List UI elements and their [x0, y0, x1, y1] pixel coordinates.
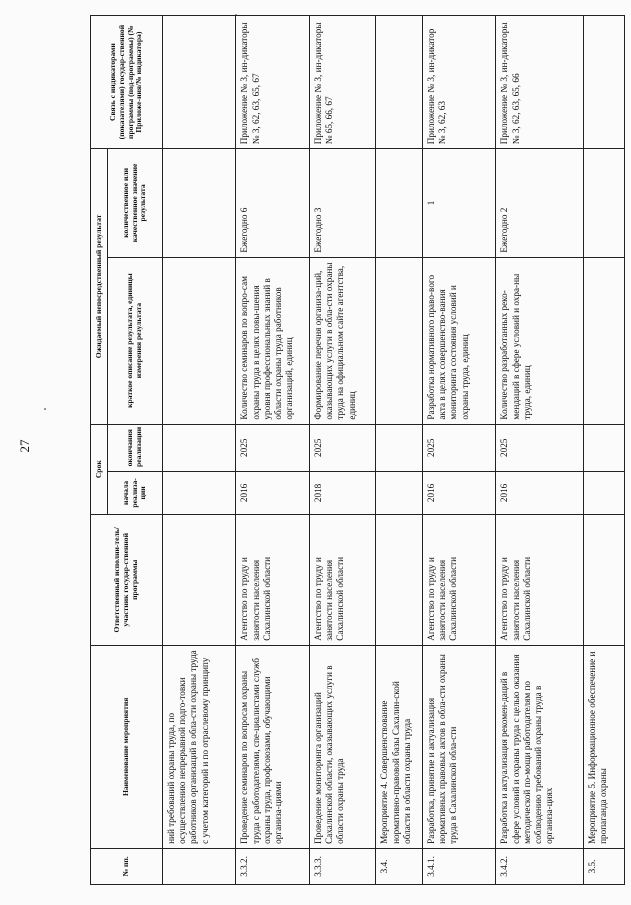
cell-start: 2016 [423, 471, 496, 514]
cell-end [583, 424, 624, 471]
table-header [91, 16, 163, 885]
cell-responsible: Агентство по труду и занятости населения Сахалинской области [423, 514, 496, 645]
cell-quant: Ежегодно 6 [236, 149, 309, 257]
cell-name: Проведение семинаров по вопросам охраны труда с работодателями, спе-циалистами служб охраны труда, профсоюзами, обучающими организа-циями [236, 645, 309, 848]
cell-start [163, 471, 236, 514]
cell-name: ний требований охраны труда, по осуществлению непрерывной подго-товки работников организаций в обла-сти охраны труда с учетом категорий и по отраслевому принципу [163, 645, 236, 848]
cell-num: 3.3.2. [236, 848, 309, 884]
table-row [423, 16, 496, 885]
cell-start: 2016 [496, 471, 583, 514]
cell-end [376, 424, 423, 471]
header-end: окончания реализации [108, 424, 163, 471]
table-row [236, 16, 309, 885]
cell-link: Приложение № 3, ин-дикаторы № 3, 62, 63, 65, 67 [236, 16, 309, 149]
cell-quant: Ежегодно 2 [496, 149, 583, 257]
cell-num [163, 848, 236, 884]
cell-desc [163, 257, 236, 424]
cell-desc: Разработка нормативного право-вого акта в целях совершенство-вания мониторинга состояния условий и охраны труда, единиц [423, 257, 496, 424]
cell-end: 2025 [236, 424, 309, 471]
cell-end: 2025 [496, 424, 583, 471]
cell-start: 2018 [309, 471, 376, 514]
header-start: начала реализа-ции [108, 471, 163, 514]
cell-responsible [583, 514, 624, 645]
cell-responsible: Агентство по труду и занятости населения Сахалинской области [496, 514, 583, 645]
cell-num: 3.5. [583, 848, 624, 884]
cell-responsible: Агентство по труду и занятости населения Сахалинской области [236, 514, 309, 645]
table-row [309, 16, 376, 885]
table-row [583, 16, 624, 885]
header-responsible: Ответственный исполни-тель/участник государ-ственной программы [91, 514, 163, 645]
rotated-table-frame [90, 15, 625, 885]
cell-num: 3.4.2. [496, 848, 583, 884]
table-row [163, 16, 236, 885]
cell-responsible: Агентство по труду и занятости населения Сахалинской области [309, 514, 376, 645]
cell-name: Мероприятие 4. Совершенствование нормативно-правовой базы Сахалин-ской области в области охраны труда [376, 645, 423, 848]
cell-responsible [376, 514, 423, 645]
cell-desc [583, 257, 624, 424]
cell-quant: 1 [423, 149, 496, 257]
cell-start [583, 471, 624, 514]
header-expected: Ожидаемый непосредственный результат [91, 149, 108, 424]
table-row [376, 16, 423, 885]
cell-name: Разработка и актуализация рекомен-даций в сфере условий и охраны труда с целью оказания методической по-мощи работодателям по соблюдению требований охраны труда в организа-циях [496, 645, 583, 848]
header-num: № пп. [91, 848, 163, 884]
header-short-desc: краткое описание результата, единицы измерения результата [108, 257, 163, 424]
cell-quant [583, 149, 624, 257]
cell-name: Проведение мониторинга организаций Сахалинской области, оказывающих услуги в области охраны труда [309, 645, 376, 848]
cell-end [163, 424, 236, 471]
cell-name: Мероприятие 5. Информационное обеспечение и пропаганда охраны [583, 645, 624, 848]
cell-link [163, 16, 236, 149]
cell-end: 2025 [423, 424, 496, 471]
cell-responsible [163, 514, 236, 645]
measures-table [90, 15, 625, 885]
cell-quant: Ежегодно 3 [309, 149, 376, 257]
cell-desc: Количество разработанных реко-мендаций в сфере условий и охра-ны труда, единиц [496, 257, 583, 424]
cell-end: 2025 [309, 424, 376, 471]
cell-link: Приложение № 3, ин-дикатор № 3, 62, 63 [423, 16, 496, 149]
cell-desc [376, 257, 423, 424]
cell-link [583, 16, 624, 149]
cell-start: 2016 [236, 471, 309, 514]
cell-num: 3.4.1. [423, 848, 496, 884]
scan-speck [44, 408, 46, 410]
cell-link [376, 16, 423, 149]
cell-link: Приложение № 3, ин-дикаторы № 65, 66, 67 [309, 16, 376, 149]
cell-name: Разработка, принятие и актуализация нормативных правовых актов в обла-сти охраны труда в Сахалинской обла-сти [423, 645, 496, 848]
header-quant: количественное или качественное значение результата [108, 149, 163, 257]
table-row [496, 16, 583, 885]
header-link: Связь с индикаторами (показателями) государ-ственной программы (под-программы) (№ Приложе-ния/№ индикатора) [91, 16, 163, 149]
page-number: 27 [17, 439, 32, 453]
cell-quant [163, 149, 236, 257]
cell-start [376, 471, 423, 514]
cell-desc: Количество семинаров по вопро-сам охраны труда в целях повы-шения уровня профессиональных знаний в области охраны труда работников организаций, единиц [236, 257, 309, 424]
header-term: Срок [91, 424, 108, 514]
cell-num: 3.4. [376, 848, 423, 884]
cell-link: Приложение № 3, ин-дикаторы № 3, 62, 63, 65, 66 [496, 16, 583, 149]
cell-quant [376, 149, 423, 257]
cell-desc: Формирование перечня организа-ций, оказывающих услуги в обла-сти охраны труда на официальном сайте агентства, единиц [309, 257, 376, 424]
header-name: Наименование мероприятия [91, 645, 163, 848]
cell-num: 3.3.3. [309, 848, 376, 884]
